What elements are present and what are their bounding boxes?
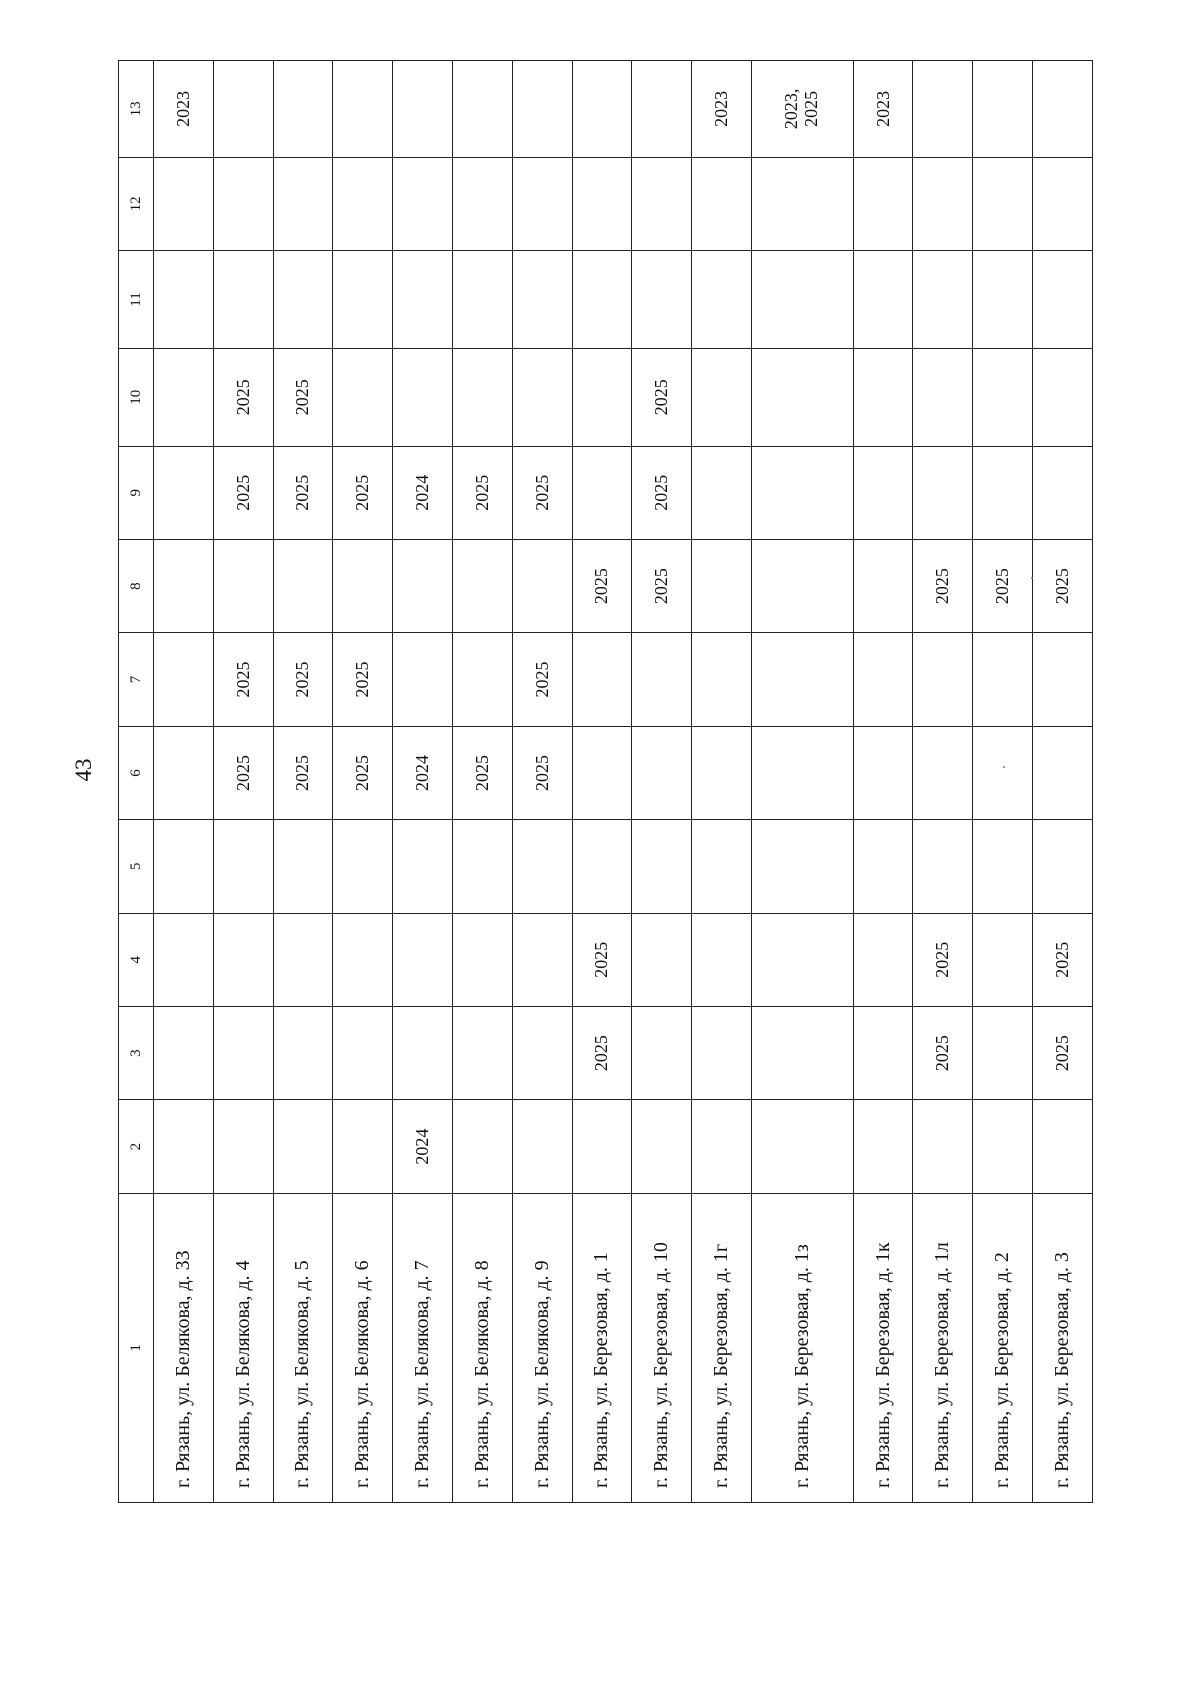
year-cell xyxy=(913,820,973,913)
year-cell xyxy=(572,157,632,250)
year-cell xyxy=(154,539,214,632)
year-cell xyxy=(213,251,273,349)
address-cell: г. Рязань, ул. Белякова, д. 5 xyxy=(273,1193,333,1502)
stray-dot xyxy=(1031,577,1033,579)
address-cell: г. Рязань, ул. Белякова, д. 6 xyxy=(333,1193,393,1502)
year-value: 2025 xyxy=(352,754,373,791)
year-cell xyxy=(632,1100,692,1193)
address-cell: г. Рязань, ул. Белякова, д. 33 xyxy=(154,1193,214,1502)
year-cell xyxy=(853,913,913,1006)
column-header-11: 11 xyxy=(119,251,154,349)
year-cell xyxy=(333,61,393,158)
year-cell xyxy=(973,913,1033,1006)
year-cell xyxy=(751,157,853,250)
year-value: 2023 xyxy=(872,90,893,127)
year-cell xyxy=(751,1100,853,1193)
address-cell: г. Рязань, ул. Березовая, д. 1л xyxy=(913,1193,973,1502)
year-cell xyxy=(452,1100,512,1193)
address-cell: г. Рязань, ул. Белякова, д. 4 xyxy=(213,1193,273,1502)
year-cell xyxy=(393,446,453,539)
year-value: 2025 xyxy=(591,1035,612,1072)
year-cell xyxy=(512,633,572,726)
year-cell xyxy=(273,157,333,250)
year-cell xyxy=(913,157,973,250)
year-cell xyxy=(333,633,393,726)
year-cell xyxy=(393,1100,453,1193)
year-cell xyxy=(1033,446,1093,539)
year-cell xyxy=(1033,820,1093,913)
year-cell xyxy=(632,913,692,1006)
year-cell xyxy=(154,348,214,446)
column-header-1: 1 xyxy=(119,1193,154,1502)
column-header-10: 10 xyxy=(119,348,154,446)
year-cell xyxy=(213,1006,273,1099)
year-cell xyxy=(273,820,333,913)
year-cell xyxy=(154,1100,214,1193)
year-cell xyxy=(452,251,512,349)
schedule-table xyxy=(118,60,1093,1503)
year-cell xyxy=(213,61,273,158)
table-row xyxy=(1033,61,1093,1503)
year-cell xyxy=(452,539,512,632)
year-cell xyxy=(853,251,913,349)
year-cell xyxy=(973,633,1033,726)
year-value: 2025 xyxy=(292,661,313,698)
year-cell xyxy=(393,348,453,446)
year-cell xyxy=(692,913,752,1006)
table-row xyxy=(913,61,973,1503)
year-cell xyxy=(692,251,752,349)
year-value: 2025 xyxy=(292,474,313,511)
year-cell xyxy=(973,539,1033,632)
year-value: 2025 xyxy=(531,754,552,791)
column-header-3: 3 xyxy=(119,1006,154,1099)
year-value: 2025 xyxy=(352,474,373,511)
year-cell xyxy=(692,157,752,250)
year-value: 2024 xyxy=(412,754,433,791)
year-cell xyxy=(333,251,393,349)
year-cell xyxy=(572,251,632,349)
year-cell xyxy=(393,251,453,349)
year-cell xyxy=(751,61,853,158)
year-value: 2025 xyxy=(292,379,313,416)
address-cell: г. Рязань, ул. Белякова, д. 7 xyxy=(393,1193,453,1502)
year-cell xyxy=(853,633,913,726)
year-cell xyxy=(333,820,393,913)
year-cell xyxy=(1033,726,1093,819)
year-cell xyxy=(973,1006,1033,1099)
year-cell xyxy=(213,913,273,1006)
year-cell xyxy=(393,913,453,1006)
year-cell xyxy=(572,539,632,632)
year-cell xyxy=(154,61,214,158)
column-header-5: 5 xyxy=(119,820,154,913)
year-value: 2025 xyxy=(992,568,1013,605)
year-cell xyxy=(273,539,333,632)
year-cell xyxy=(853,1006,913,1099)
year-cell xyxy=(273,633,333,726)
address-cell: г. Рязань, ул. Березовая, д. 1к xyxy=(853,1193,913,1502)
table-row xyxy=(572,61,632,1503)
year-cell xyxy=(273,251,333,349)
year-cell xyxy=(572,446,632,539)
year-cell xyxy=(913,726,973,819)
address-cell: г. Рязань, ул. Березовая, д. 3 xyxy=(1033,1193,1093,1502)
year-cell xyxy=(393,61,453,158)
table-row xyxy=(632,61,692,1503)
year-cell xyxy=(154,820,214,913)
year-cell xyxy=(1033,1006,1093,1099)
year-cell xyxy=(452,820,512,913)
year-value: 2025 xyxy=(232,379,253,416)
year-cell xyxy=(333,1100,393,1193)
year-cell xyxy=(154,446,214,539)
address-cell: г. Рязань, ул. Березовая, д. 1з xyxy=(751,1193,853,1502)
year-cell xyxy=(273,913,333,1006)
year-cell xyxy=(692,820,752,913)
year-cell xyxy=(512,61,572,158)
year-cell xyxy=(452,446,512,539)
table-row xyxy=(213,61,273,1503)
year-cell xyxy=(452,726,512,819)
year-cell xyxy=(452,1006,512,1099)
year-cell xyxy=(632,251,692,349)
table-row xyxy=(973,61,1033,1503)
year-cell xyxy=(512,913,572,1006)
year-cell xyxy=(512,446,572,539)
year-cell xyxy=(1033,61,1093,158)
year-cell xyxy=(213,820,273,913)
year-cell xyxy=(973,446,1033,539)
year-cell xyxy=(751,913,853,1006)
year-cell xyxy=(333,913,393,1006)
year-value: 2024 xyxy=(412,474,433,511)
year-cell xyxy=(154,633,214,726)
page-number: 43 xyxy=(71,758,96,782)
address-cell: г. Рязань, ул. Белякова, д. 9 xyxy=(512,1193,572,1502)
year-cell xyxy=(154,251,214,349)
year-cell xyxy=(973,820,1033,913)
year-cell xyxy=(512,726,572,819)
year-cell xyxy=(853,539,913,632)
year-cell xyxy=(751,348,853,446)
year-cell xyxy=(572,61,632,158)
year-cell xyxy=(452,348,512,446)
year-cell xyxy=(452,157,512,250)
year-cell xyxy=(512,539,572,632)
year-value: 2023 xyxy=(711,90,732,127)
year-value: 2025 xyxy=(651,379,672,416)
year-cell xyxy=(273,446,333,539)
year-cell xyxy=(913,913,973,1006)
year-cell xyxy=(213,157,273,250)
year-cell xyxy=(692,61,752,158)
year-cell xyxy=(632,446,692,539)
year-cell xyxy=(213,726,273,819)
year-value: 2025 xyxy=(932,941,953,978)
year-value: 2024 xyxy=(412,1128,433,1165)
year-cell xyxy=(572,633,632,726)
year-cell xyxy=(512,820,572,913)
year-cell xyxy=(512,1006,572,1099)
year-cell xyxy=(853,157,913,250)
year-value: 2025 xyxy=(471,474,492,511)
year-cell xyxy=(213,1100,273,1193)
year-cell xyxy=(973,157,1033,250)
year-cell xyxy=(632,348,692,446)
table-row xyxy=(154,61,214,1503)
year-value: 2025 xyxy=(352,661,373,698)
year-value: 2025 xyxy=(531,661,552,698)
year-cell xyxy=(751,633,853,726)
year-cell xyxy=(632,157,692,250)
year-cell xyxy=(512,157,572,250)
year-cell xyxy=(692,446,752,539)
year-cell xyxy=(1033,157,1093,250)
year-cell xyxy=(853,446,913,539)
year-cell xyxy=(913,633,973,726)
year-cell xyxy=(853,726,913,819)
year-cell xyxy=(913,446,973,539)
year-cell xyxy=(853,348,913,446)
year-cell xyxy=(751,539,853,632)
table-row xyxy=(853,61,913,1503)
year-cell xyxy=(273,726,333,819)
year-cell xyxy=(973,1100,1033,1193)
year-cell xyxy=(751,446,853,539)
year-value: 2025 xyxy=(591,568,612,605)
year-value: 2025 xyxy=(292,754,313,791)
year-cell xyxy=(692,633,752,726)
year-cell xyxy=(692,1006,752,1099)
year-cell xyxy=(692,726,752,819)
year-value: 2025 xyxy=(1052,568,1072,605)
column-header-12: 12 xyxy=(119,157,154,250)
year-cell xyxy=(913,251,973,349)
table-row xyxy=(452,61,512,1503)
year-cell xyxy=(1033,348,1093,446)
column-header-8: 8 xyxy=(119,539,154,632)
year-cell xyxy=(632,61,692,158)
year-cell xyxy=(393,820,453,913)
column-header-6: 6 xyxy=(119,726,154,819)
year-cell xyxy=(213,348,273,446)
year-value: 2025 xyxy=(651,568,672,605)
year-cell xyxy=(512,1100,572,1193)
year-value: 2025 xyxy=(471,754,492,791)
year-cell xyxy=(333,446,393,539)
year-value: 2025 xyxy=(232,474,253,511)
year-cell xyxy=(692,539,752,632)
year-cell xyxy=(572,820,632,913)
year-cell xyxy=(913,1100,973,1193)
year-cell xyxy=(333,1006,393,1099)
year-cell xyxy=(1033,913,1093,1006)
year-cell xyxy=(692,348,752,446)
year-cell xyxy=(913,348,973,446)
year-cell xyxy=(273,1006,333,1099)
year-cell xyxy=(973,726,1033,819)
year-cell xyxy=(273,61,333,158)
year-cell xyxy=(213,633,273,726)
year-cell xyxy=(973,61,1033,158)
year-cell xyxy=(973,251,1033,349)
year-cell xyxy=(393,157,453,250)
column-header-4: 4 xyxy=(119,913,154,1006)
year-cell xyxy=(154,913,214,1006)
year-cell xyxy=(333,726,393,819)
year-cell xyxy=(632,726,692,819)
address-cell: г. Рязань, ул. Березовая, д. 2 xyxy=(973,1193,1033,1502)
year-cell xyxy=(853,61,913,158)
year-cell xyxy=(751,251,853,349)
year-value: 2025 xyxy=(932,1035,953,1072)
year-cell xyxy=(393,633,453,726)
header-row xyxy=(119,61,154,1503)
year-value: 2025 xyxy=(531,474,552,511)
year-cell xyxy=(273,348,333,446)
year-cell xyxy=(154,726,214,819)
year-cell xyxy=(913,539,973,632)
year-cell xyxy=(512,348,572,446)
year-cell xyxy=(333,157,393,250)
table-row xyxy=(692,61,752,1503)
column-header-13: 13 xyxy=(119,61,154,158)
year-cell xyxy=(913,1006,973,1099)
table-body xyxy=(154,61,1093,1503)
table-row xyxy=(273,61,333,1503)
year-cell xyxy=(572,726,632,819)
year-cell xyxy=(333,539,393,632)
year-cell xyxy=(973,348,1033,446)
address-cell: г. Рязань, ул. Березовая, д. 1 xyxy=(572,1193,632,1502)
address-cell: г. Рязань, ул. Березовая, д. 1г xyxy=(692,1193,752,1502)
year-value: 2025 xyxy=(651,474,672,511)
year-cell xyxy=(692,1100,752,1193)
year-cell xyxy=(751,1006,853,1099)
year-cell xyxy=(1033,1100,1093,1193)
year-value: 2025 xyxy=(1052,1035,1072,1072)
year-cell xyxy=(572,1100,632,1193)
year-cell xyxy=(853,820,913,913)
year-cell xyxy=(751,820,853,913)
year-cell xyxy=(572,348,632,446)
year-cell xyxy=(913,61,973,158)
column-header-2: 2 xyxy=(119,1100,154,1193)
table-row xyxy=(393,61,453,1503)
table-row xyxy=(512,61,572,1503)
year-cell xyxy=(632,820,692,913)
year-cell xyxy=(273,1100,333,1193)
year-cell xyxy=(853,1100,913,1193)
year-cell xyxy=(452,61,512,158)
year-cell xyxy=(512,251,572,349)
year-value: 2025 xyxy=(932,568,953,605)
year-cell xyxy=(572,1006,632,1099)
year-value: 2023, 2025 xyxy=(781,88,822,130)
year-cell xyxy=(393,539,453,632)
year-cell xyxy=(632,1006,692,1099)
year-cell xyxy=(632,633,692,726)
table-row xyxy=(333,61,393,1503)
year-cell xyxy=(213,539,273,632)
year-cell xyxy=(393,1006,453,1099)
year-cell xyxy=(1033,633,1093,726)
year-value: 2025 xyxy=(232,754,253,791)
year-cell xyxy=(1033,539,1093,632)
year-value: 2025 xyxy=(1052,941,1072,978)
year-value: 2025 xyxy=(591,941,612,978)
year-value: 2023 xyxy=(172,90,193,127)
address-cell: г. Рязань, ул. Белякова, д. 8 xyxy=(452,1193,512,1502)
column-header-9: 9 xyxy=(119,446,154,539)
year-cell xyxy=(572,913,632,1006)
column-header-7: 7 xyxy=(119,633,154,726)
year-cell xyxy=(154,1006,214,1099)
year-cell xyxy=(632,539,692,632)
year-cell xyxy=(333,348,393,446)
rotated-table-wrapper xyxy=(118,60,1093,1503)
year-cell xyxy=(154,157,214,250)
year-cell xyxy=(751,726,853,819)
stray-dot xyxy=(1003,766,1005,768)
year-cell xyxy=(393,726,453,819)
year-value: 2025 xyxy=(232,661,253,698)
table-row xyxy=(751,61,853,1503)
year-cell xyxy=(452,913,512,1006)
address-cell: г. Рязань, ул. Березовая, д. 10 xyxy=(632,1193,692,1502)
year-cell xyxy=(213,446,273,539)
year-cell xyxy=(452,633,512,726)
year-cell xyxy=(1033,251,1093,349)
